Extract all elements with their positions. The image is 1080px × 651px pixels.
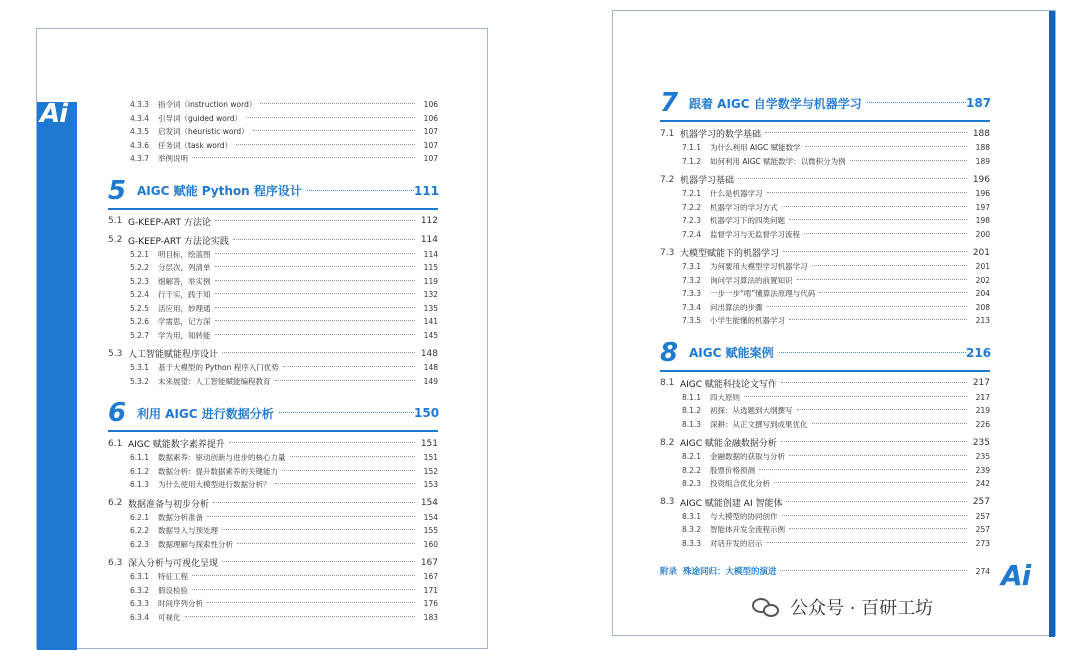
chapter-rule [660, 120, 990, 122]
toc-section[interactable]: 7.3 大模型赋能下的机器学习 201 [660, 247, 990, 259]
toc-subsection[interactable]: 8.3.3 对话开发的启示 273 [682, 538, 990, 548]
toc-subsection[interactable]: 4.3.4 引导词（guided word） 106 [130, 113, 438, 123]
toc-section[interactable]: 7.2 机器学习基础 196 [660, 174, 990, 186]
toc-subsection[interactable]: 6.1.1 数据素养：驱动创新与进步的核心力量 151 [130, 453, 438, 463]
toc-subsection[interactable]: 4.3.7 举例说明 107 [130, 154, 438, 164]
toc-subsection[interactable]: 6.3.1 特征工程 167 [130, 572, 438, 582]
toc-subsection[interactable]: 5.2.1 明目标，绘蓝图 114 [130, 249, 438, 259]
wechat-icon [752, 596, 782, 618]
chapter-heading[interactable] [660, 338, 990, 368]
toc-subsection[interactable]: 5.3.1 基于大模型的 Python 程序入门优势 148 [130, 363, 438, 373]
toc-section[interactable]: 6.3 深入分析与可视化呈现 167 [108, 557, 438, 569]
toc-subsection[interactable]: 8.3.1 与大模型的协同创作 257 [682, 511, 990, 521]
toc-subsection[interactable]: 8.2.2 股票价格预测 239 [682, 465, 990, 475]
chapter-number: 6 [108, 398, 127, 428]
toc-subsection[interactable]: 7.1.1 为什么利用 AIGC 赋能数学 188 [682, 143, 990, 153]
chapter-title: AIGC 赋能 Python 程序设计 [137, 184, 302, 198]
chapter-rule [108, 208, 438, 210]
toc-subsection[interactable]: 7.3.5 小学生能懂的机器学习 213 [682, 316, 990, 326]
appendix-entry[interactable] [660, 564, 990, 578]
toc-section[interactable]: 6.1 AIGC 赋能数字素养提升 151 [108, 438, 438, 450]
toc-subsection[interactable]: 6.2.3 数据理解与探索性分析 160 [130, 539, 438, 549]
toc-subsection[interactable]: 6.1.2 数据分析：提升数据素养的关键能力 152 [130, 466, 438, 476]
chapter-page: 187 [966, 96, 992, 110]
chapter-heading[interactable] [108, 176, 438, 206]
chapter-title: 利用 AIGC 进行数据分析 [137, 406, 274, 421]
toc-subsection[interactable]: 7.2.4 监督学习与无监督学习流程 200 [682, 229, 990, 239]
appendix-title: 殊途同归：大模型的演进 [683, 567, 777, 577]
toc-subsection[interactable]: 6.2.1 数据分析准备 154 [130, 512, 438, 522]
chapter-page: 150 [414, 406, 440, 420]
toc-section[interactable]: 8.2 AIGC 赋能金融数据分析 235 [660, 437, 990, 449]
toc-subsection[interactable]: 7.2.1 什么是机器学习 196 [682, 189, 990, 199]
toc-section[interactable]: 7.1 机器学习的数学基础 188 [660, 128, 990, 140]
toc-subsection[interactable]: 4.3.5 启发词（heuristic word） 107 [130, 127, 438, 137]
ai-logo: Ai [40, 99, 68, 129]
chapter-number: 7 [660, 88, 679, 118]
chapter-page: 216 [966, 345, 992, 360]
chapter-number: 8 [660, 337, 679, 368]
chapter-number: 5 [108, 175, 127, 206]
toc-subsection[interactable]: 7.3.1 为何要用大模型学习机器学习 201 [682, 262, 990, 272]
toc-subsection[interactable]: 7.1.2 如何利用 AIGC 赋能数学：以微积分为例 189 [682, 156, 990, 166]
toc-subsection[interactable]: 4.3.6 任务词（task word） 107 [130, 140, 438, 150]
toc-subsection[interactable]: 5.2.2 分层次，列清单 115 [130, 263, 438, 273]
toc-subsection[interactable]: 8.1.3 深耕：从正文撰写到成果优化 226 [682, 419, 990, 429]
chapter-page: 111 [414, 183, 440, 198]
chapter-heading[interactable] [660, 88, 990, 118]
appendix-label: 附录 [660, 567, 678, 577]
toc-subsection[interactable]: 7.3.4 问出算法的步骤 208 [682, 302, 990, 312]
toc-subsection[interactable]: 7.3.2 询问学习算法的前置知识 202 [682, 275, 990, 285]
blue-side-bar [37, 102, 77, 650]
chapter-title: 跟着 AIGC 自学数学与机器学习 [689, 96, 862, 111]
chapter-title: AIGC 赋能案例 [689, 346, 774, 360]
toc-subsection[interactable]: 5.2.3 细解答，举实例 119 [130, 276, 438, 286]
toc-section[interactable]: 8.1 AIGC 赋能科技论文写作 217 [660, 378, 990, 390]
toc-subsection[interactable]: 6.3.4 可视化 183 [130, 612, 438, 622]
blue-edge-bar [1049, 11, 1055, 637]
chapter-rule [108, 430, 438, 432]
chapter-heading[interactable] [108, 398, 438, 428]
appendix-page: 274 [975, 566, 990, 576]
toc-section[interactable]: 8.3 AIGC 赋能创建 AI 智能体 257 [660, 497, 990, 509]
toc-subsection[interactable]: 8.1.1 四大原则 217 [682, 392, 990, 402]
watermark [752, 594, 933, 620]
toc-subsection[interactable]: 8.2.1 金融数据的获取与分析 235 [682, 452, 990, 462]
toc-subsection[interactable]: 8.1.2 初探：从选题到大纲撰写 219 [682, 406, 990, 416]
toc-subsection[interactable]: 7.3.3 一步一步“啃”懂算法原理与代码 204 [682, 289, 990, 299]
toc-subsection[interactable]: 7.2.3 机器学习下的四类问题 198 [682, 216, 990, 226]
ai-logo: Ai [1001, 559, 1031, 592]
toc-subsection[interactable]: 5.2.6 学需思，记方深 141 [130, 317, 438, 327]
toc-section[interactable]: 5.2 G-KEEP-ART 方法论实践 114 [108, 235, 438, 247]
toc-subsection[interactable]: 5.2.5 活应用，妙理通 135 [130, 303, 438, 313]
toc-section[interactable]: 6.2 数据准备与初步分析 154 [108, 498, 438, 510]
toc-section[interactable]: 5.3 人工智能赋能程序设计 148 [108, 348, 438, 360]
toc-subsection[interactable]: 8.3.2 智能体开发全流程示例 257 [682, 525, 990, 535]
toc-subsection[interactable]: 5.2.4 行于实，践于知 132 [130, 290, 438, 300]
toc-right [660, 88, 990, 578]
toc-left [108, 98, 438, 624]
toc-subsection[interactable]: 6.1.3 为什么使用大模型进行数据分析？ 153 [130, 480, 438, 490]
toc-section[interactable]: 5.1 G-KEEP-ART 方法论 112 [108, 216, 438, 228]
toc-subsection[interactable]: 4.3.3 指令词（instruction word） 106 [130, 100, 438, 110]
toc-subsection[interactable]: 6.3.3 时间序列分析 176 [130, 599, 438, 609]
toc-subsection[interactable]: 8.2.3 投资组合优化分析 242 [682, 479, 990, 489]
toc-subsection[interactable]: 5.2.7 学为用，知转能 145 [130, 330, 438, 340]
watermark-text: 公众号 · 百研工坊 [790, 598, 934, 619]
chapter-rule [660, 370, 990, 372]
toc-subsection[interactable]: 5.3.2 未来展望：人工智能赋能编程教育 149 [130, 376, 438, 386]
toc-subsection[interactable]: 6.3.2 假设检验 171 [130, 585, 438, 595]
toc-subsection[interactable]: 6.2.2 数据导入与预处理 155 [130, 526, 438, 536]
toc-subsection[interactable]: 7.2.2 机器学习的学习方式 197 [682, 202, 990, 212]
